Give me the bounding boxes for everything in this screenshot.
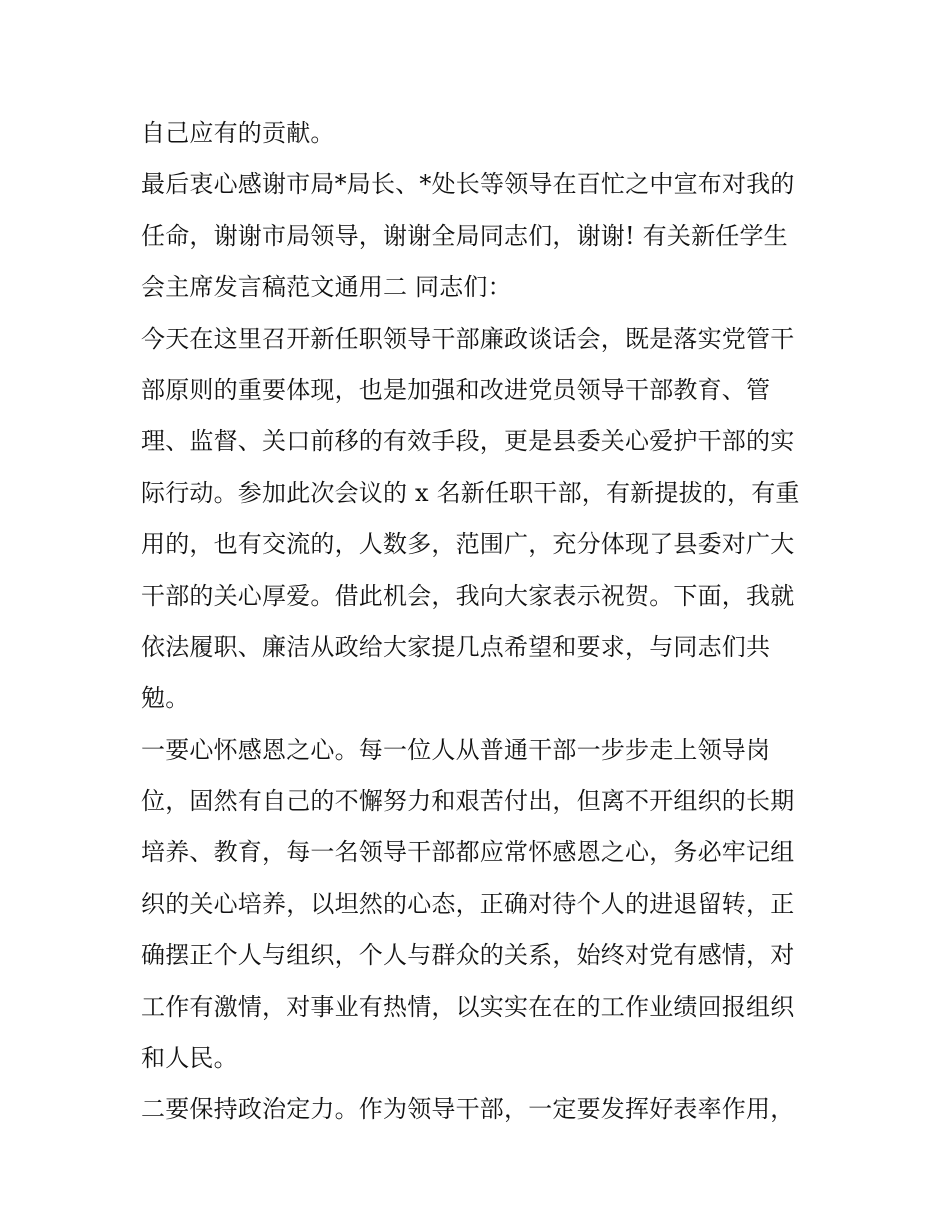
text-line: 部原则的重要体现，也是加强和改进党员领导干部教育、管 (141, 375, 771, 404)
text-line: 确摆正个人与组织，个人与群众的关系，始终对党有感情，对 (141, 941, 795, 970)
text-line: 会主席发言稿范文通用二 同志们： (141, 273, 512, 302)
text-line: 二要保持政治定力。作为领导干部，一定要发挥好表率作用， (141, 1095, 795, 1124)
text-line: 培养、教育，每一名领导干部都应常怀感恩之心，务必牢记组 (141, 838, 795, 867)
text-line: 理、监督、关口前移的有效手段，更是县委关心爱护干部的实 (141, 427, 795, 456)
text-line: 依法履职、廉洁从政给大家提几点希望和要求，与同志们共 (141, 632, 771, 661)
text-line: 干部的关心厚爱。借此机会，我向大家表示祝贺。下面，我就 (141, 581, 795, 610)
text-line: 最后衷心感谢市局*局长、*处长等领导在百忙之中宣布对我的 (141, 170, 795, 199)
text-line: 际行动。参加此次会议的 x 名新任职干部，有新提拔的，有重 (141, 478, 800, 507)
text-line: 工作有激情，对事业有热情，以实实在在的工作业绩回报组织 (141, 992, 795, 1021)
text-line: 和人民。 (141, 1044, 238, 1073)
text-line: 今天在这里召开新任职领导干部廉政谈话会，既是落实党管干 (141, 324, 795, 353)
text-line: 任命，谢谢市局领导，谢谢全局同志们，谢谢! 有关新任学生 (141, 221, 788, 250)
text-line: 自己应有的贡献。 (141, 119, 335, 147)
text-line: 织的关心培养，以坦然的心态，正确对待个人的进退留转，正 (141, 889, 795, 918)
text-line: 用的，也有交流的，人数多，范围广，充分体现了县委对广大 (141, 530, 795, 559)
text-line: 位，固然有自己的不懈努力和艰苦付出，但离不开组织的长期 (141, 787, 795, 816)
text-line: 一要心怀感恩之心。每一位人从普通干部一步步走上领导岗 (141, 735, 771, 764)
body-text (141, 108, 821, 1136)
text-line: 勉。 (141, 684, 190, 713)
